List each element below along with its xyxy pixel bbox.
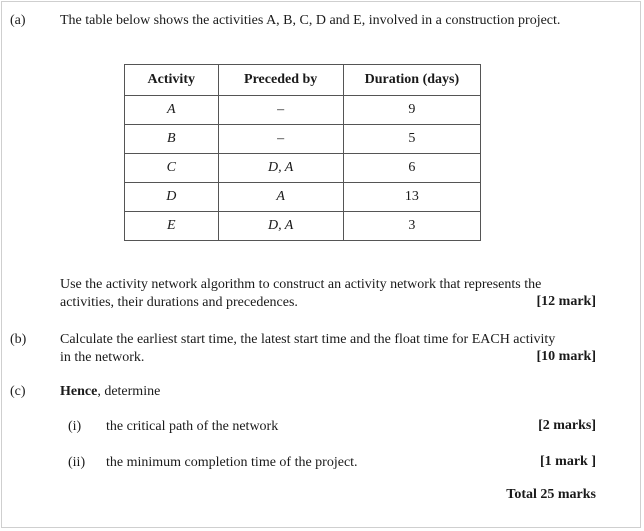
table-row (125, 183, 481, 212)
item-ii-label: (ii) (68, 455, 86, 470)
item-ii-text: the minimum completion time of the project. (106, 455, 358, 470)
part-a-intro: The table below shows the activities A, B, C, D and E, involved in a construction project. (60, 13, 561, 28)
cell-activity: C (125, 154, 219, 183)
cell-activity: B (125, 125, 219, 154)
determine-text: , determine (97, 384, 161, 399)
cell-preceded-by: – (218, 96, 343, 125)
part-a-question-line1: Use the activity network algorithm to construct an activity network that represents the (60, 277, 542, 292)
item-ii-marks: [1 mark ] (540, 454, 596, 469)
header-activity: Activity (125, 65, 219, 96)
cell-preceded-by: D, A (218, 212, 343, 241)
cell-preceded-by: D, A (218, 154, 343, 183)
cell-duration: 6 (343, 154, 480, 183)
part-c-intro (60, 383, 160, 400)
hence-word: Hence (60, 384, 98, 399)
table-row (125, 212, 481, 241)
activity-table (124, 64, 481, 241)
cell-duration: 3 (343, 212, 480, 241)
header-duration: Duration (days) (343, 65, 480, 96)
part-a-question-line2: activities, their durations and precedences. (60, 295, 298, 310)
cell-duration: 5 (343, 125, 480, 154)
total-marks: Total 25 marks (506, 487, 596, 502)
cell-activity: D (125, 183, 219, 212)
cell-preceded-by: A (218, 183, 343, 212)
table-row (125, 154, 481, 183)
header-preceded-by: Preceded by (218, 65, 343, 96)
part-b-question (60, 331, 600, 367)
table-header-row (125, 65, 481, 96)
part-c-label: (c) (10, 384, 26, 399)
part-b-marks: [10 mark] (536, 349, 596, 364)
item-i-text: the critical path of the network (106, 419, 279, 434)
item-i-label: (i) (68, 419, 82, 434)
part-b-line2: in the network. (60, 350, 145, 365)
cell-activity: E (125, 212, 219, 241)
cell-activity: A (125, 96, 219, 125)
cell-duration: 13 (343, 183, 480, 212)
part-b-label: (b) (10, 332, 27, 347)
cell-preceded-by: – (218, 125, 343, 154)
table-row (125, 125, 481, 154)
part-b-line1: Calculate the earliest start time, the latest start time and the float time for EACH activity (60, 332, 556, 347)
part-a-marks: [12 mark] (536, 294, 596, 309)
table-row (125, 96, 481, 125)
item-i-marks: [2 marks] (538, 418, 596, 433)
part-a-question (60, 276, 600, 312)
cell-duration: 9 (343, 96, 480, 125)
part-a-label: (a) (10, 13, 26, 28)
